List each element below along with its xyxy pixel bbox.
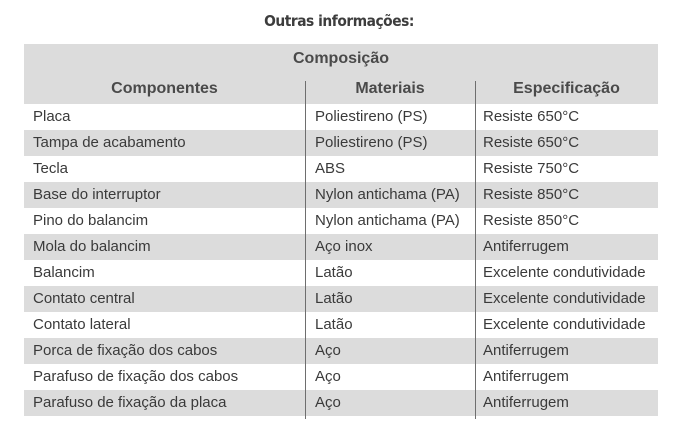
cell-material: Aço inox [315, 238, 373, 255]
table-row [24, 234, 658, 260]
column-header-especificacao: Especificação [513, 80, 620, 97]
table-row [24, 130, 658, 156]
cell-especificacao: Resiste 750°C [483, 160, 580, 177]
cell-componente: Tampa de acabamento [33, 134, 186, 151]
cell-componente: Contato central [33, 290, 135, 307]
cell-especificacao: Antiferrugem [483, 368, 569, 385]
cell-especificacao: Resiste 650°C [483, 134, 580, 151]
cell-material: Aço [315, 368, 341, 385]
cell-componente: Base do interruptor [33, 186, 161, 203]
table-body [24, 104, 658, 416]
column-header-materiais: Materiais [355, 80, 425, 97]
cell-componente: Balancim [33, 264, 95, 281]
cell-material: ABS [315, 160, 346, 177]
table-row [24, 260, 658, 286]
cell-especificacao: Resiste 850°C [483, 212, 580, 229]
cell-componente: Placa [33, 108, 71, 125]
cell-material: Poliestireno (PS) [315, 134, 428, 151]
cell-material: Latão [315, 290, 353, 307]
table-row [24, 286, 658, 312]
page-title: Outras informações: [264, 12, 414, 30]
cell-componente: Parafuso de fixação da placa [33, 394, 227, 411]
cell-componente: Tecla [33, 160, 69, 177]
cell-especificacao: Antiferrugem [483, 394, 569, 411]
cell-material: Poliestireno (PS) [315, 108, 428, 125]
cell-especificacao: Antiferrugem [483, 342, 569, 359]
cell-material: Aço [315, 394, 341, 411]
column-divider [305, 81, 306, 419]
cell-material: Nylon antichama (PA) [315, 212, 460, 229]
cell-especificacao: Resiste 650°C [483, 108, 580, 125]
table-row [24, 338, 658, 364]
group-header: Composição [292, 50, 389, 67]
table-row [24, 182, 658, 208]
table-row [24, 364, 658, 390]
cell-material: Aço [315, 342, 341, 359]
cell-componente: Porca de fixação dos cabos [33, 342, 218, 359]
table-header [24, 44, 658, 104]
cell-componente: Mola do balancim [33, 238, 151, 255]
cell-especificacao: Antiferrugem [483, 238, 569, 255]
cell-componente: Contato lateral [33, 316, 131, 333]
cell-componente: Parafuso de fixação dos cabos [33, 368, 239, 385]
table-row [24, 312, 658, 338]
cell-especificacao: Excelente condutividade [483, 264, 646, 281]
cell-material: Latão [315, 316, 353, 333]
cell-especificacao: Excelente condutividade [483, 290, 646, 307]
table-row [24, 208, 658, 234]
composition-table [24, 44, 658, 416]
table-row [24, 104, 658, 130]
cell-componente: Pino do balancim [33, 212, 149, 229]
cell-material: Nylon antichama (PA) [315, 186, 460, 203]
cell-material: Latão [315, 264, 353, 281]
cell-especificacao: Excelente condutividade [483, 316, 646, 333]
table-row [24, 156, 658, 182]
column-header-componentes: Componentes [111, 80, 218, 97]
cell-especificacao: Resiste 850°C [483, 186, 580, 203]
table-row [24, 390, 658, 416]
column-divider [475, 81, 476, 419]
